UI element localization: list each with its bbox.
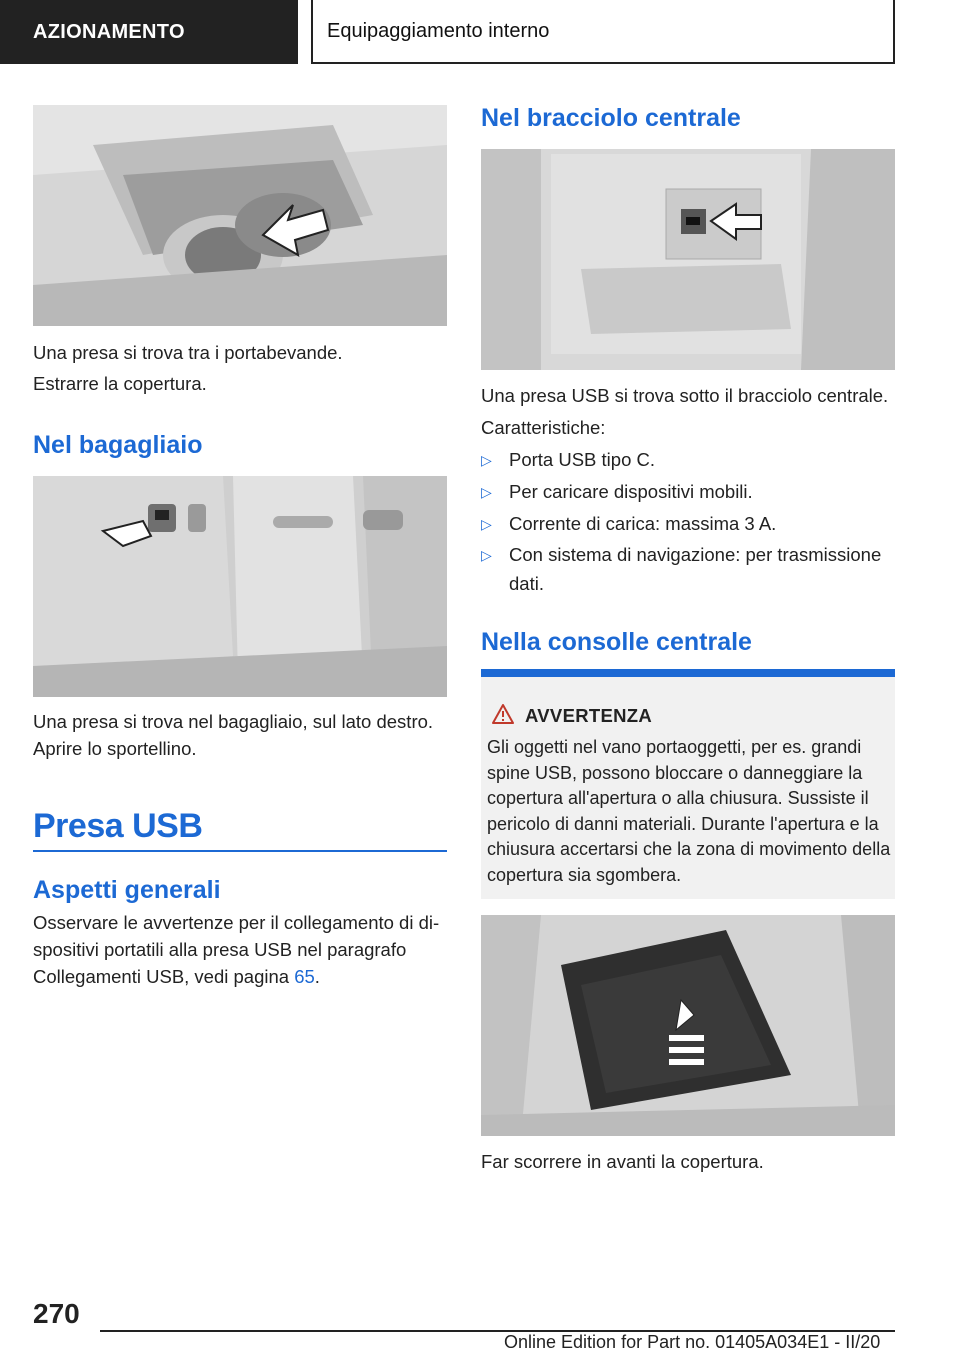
bullet-icon: ▷ bbox=[481, 547, 492, 563]
caption-trunk-location: Una presa si trova nel bagagliaio, sul lato destro. bbox=[33, 711, 434, 732]
general-paragraph bbox=[33, 909, 449, 990]
warning-box bbox=[481, 669, 895, 899]
heading-usb: Presa USB bbox=[33, 807, 203, 845]
warning-text: Gli oggetti nel vano portaoggetti, per es. grandi spine USB, possono bloccare o danneggiare la copertura all'apertura o alla chiusura. Sussiste il pericolo di danni materiali. Durante l'apertura e la chiusura accertarsi che la zona di movimento della copertura sia sgombera. bbox=[487, 737, 891, 885]
cupholder-photo bbox=[33, 105, 447, 326]
bullet-icon: ▷ bbox=[481, 516, 492, 532]
section-title: AZIONAMENTO bbox=[33, 20, 185, 43]
bullet-icon: ▷ bbox=[481, 484, 492, 500]
console-photo bbox=[481, 915, 895, 1136]
warning-triangle-icon bbox=[491, 703, 515, 725]
feature-item: ▷ Corrente di carica: massima 3 A. bbox=[481, 509, 899, 539]
heading-rule bbox=[33, 850, 447, 852]
footer-edition: Online Edition for Part no. 01405A034E1 - II/20 bbox=[504, 1332, 881, 1352]
caption-armrest: Una presa USB si trova sotto il bracciolo centrale. bbox=[481, 385, 889, 406]
caption-remove-cover: Estrarre la copertura. bbox=[33, 373, 207, 394]
features-label: Caratteristiche: bbox=[481, 417, 606, 438]
caption-cupholder: Una presa si trova tra i portabevande. bbox=[33, 342, 343, 363]
caption-console: Far scorrere in avanti la copertura. bbox=[481, 1151, 764, 1172]
general-end: . bbox=[314, 966, 320, 987]
warning-title: AVVERTENZA bbox=[525, 705, 653, 726]
bullet-icon: ▷ bbox=[481, 452, 492, 468]
page-link[interactable]: 65 bbox=[294, 966, 315, 987]
heading-general: Aspetti generali bbox=[33, 876, 221, 904]
armrest-photo bbox=[481, 149, 895, 370]
heading-armrest: Nel bracciolo centrale bbox=[481, 104, 741, 132]
chapter-title: Equipaggiamento interno bbox=[327, 19, 550, 42]
feature-item: ▷ Per caricare dispositivi mobili. bbox=[481, 477, 899, 507]
section-tab bbox=[0, 0, 298, 64]
feature-item: ▷ Con sistema di navigazione: per trasmissione dati. bbox=[481, 540, 899, 598]
general-text: Osservare le avvertenze per il collegamento di dispositivi portatili alla presa USB nel paragrafo Collegamenti USB, vedi pagina bbox=[33, 912, 440, 987]
page-number: 270 bbox=[33, 1298, 80, 1329]
trunk-photo bbox=[33, 476, 447, 697]
heading-trunk: Nel bagagliaio bbox=[33, 431, 203, 459]
feature-item: ▷ Porta USB tipo C. bbox=[481, 445, 899, 475]
chapter-tab bbox=[311, 0, 895, 64]
caption-open-flap: Aprire lo sportellino. bbox=[33, 738, 197, 759]
heading-console: Nella consolle centrale bbox=[481, 628, 752, 656]
